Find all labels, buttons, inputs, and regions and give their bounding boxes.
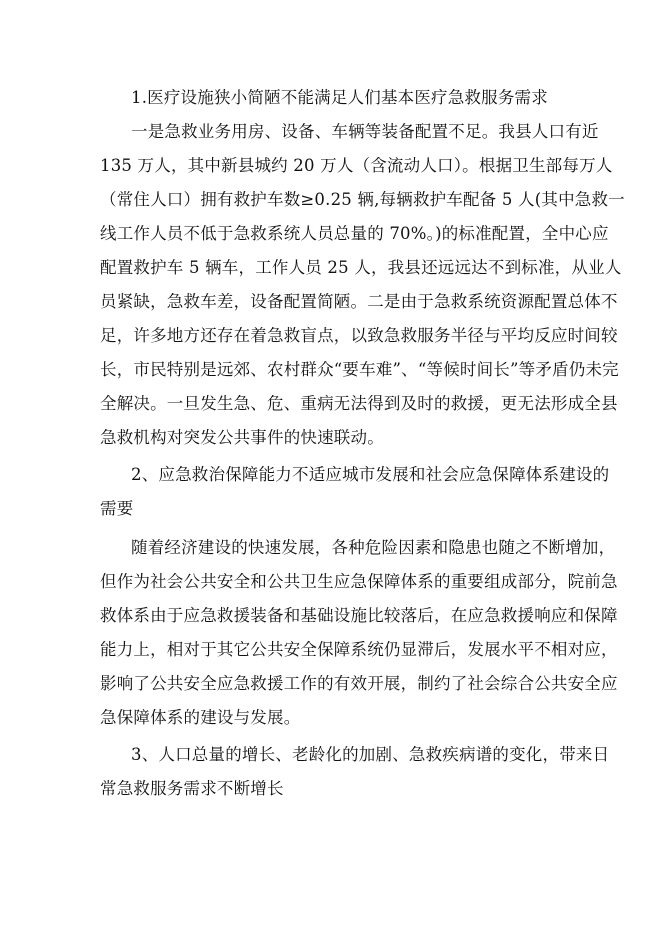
section-heading-3-line-1: 3、人口总量的增长、老龄化的加剧、急救疾病谱的变化，带来日 bbox=[131, 745, 610, 764]
section-heading-2-line-1: 2、应急救治保障能力不适应城市发展和社会应急保障体系建设的 bbox=[131, 465, 610, 484]
paragraph-1-line-4: 线工作人员不低于急救系统人员总量的 70%。)的标准配置，全中心应 bbox=[100, 224, 609, 243]
section-heading-2-line-2: 需要 bbox=[100, 499, 134, 518]
paragraph-1-line-10: 急救机构对突发公共事件的快速联动。 bbox=[100, 428, 384, 447]
section-heading-3-line-2: 常急救服务需求不断增长 bbox=[100, 779, 284, 798]
paragraph-2-line-5: 影响了公共安全应急救援工作的有效开展，制约了社会综合公共安全应 bbox=[100, 674, 618, 693]
paragraph-2-line-6: 急保障体系的建设与发展。 bbox=[100, 708, 301, 727]
paragraph-2-line-4: 能力上，相对于其它公共安全保障系统仍显滞后，发展水平不相对应， bbox=[100, 640, 618, 659]
paragraph-1-line-8: 长，市民特别是远郊、农村群众“要车难”、“等候时间长”等矛盾仍未完 bbox=[100, 360, 619, 379]
section-heading-1: 1.医疗设施狭小简陋不能满足人们基本医疗急救服务需求 bbox=[131, 88, 548, 107]
paragraph-1-line-7: 足，许多地方还存在着急救盲点，以致急救服务半径与平均反应时间较 bbox=[100, 326, 618, 345]
paragraph-1-line-2: 135 万人，其中新县城约 20 万人（含流动人口）。根据卫生部每万人 bbox=[100, 156, 613, 175]
paragraph-1-line-3: （常住人口）拥有救护车数≥0.25 辆,每辆救护车配备 5 人(其中急救一 bbox=[100, 190, 625, 209]
paragraph-1-line-6: 员紧缺，急救车差，设备配置简陋。二是由于急救系统资源配置总体不 bbox=[100, 292, 618, 311]
paragraph-1-line-5: 配置救护车 5 辆车，工作人员 25 人，我县还远远达不到标准，从业人 bbox=[100, 258, 622, 277]
paragraph-1-line-9: 全解决。一旦发生急、危、重病无法得到及时的救援，更无法形成全县 bbox=[100, 394, 618, 413]
paragraph-2-line-2: 但作为社会公共安全和公共卫生应急保障体系的重要组成部分，院前急 bbox=[100, 572, 618, 591]
paragraph-1-line-1: 一是急救业务用房、设备、车辆等装备配置不足。我县人口有近 bbox=[131, 122, 599, 141]
paragraph-2-line-1: 随着经济建设的快速发展，各种危险因素和隐患也随之不断增加， bbox=[131, 538, 616, 557]
paragraph-2-line-3: 救体系由于应急救援装备和基础设施比较落后，在应急救援响应和保障 bbox=[100, 606, 618, 625]
